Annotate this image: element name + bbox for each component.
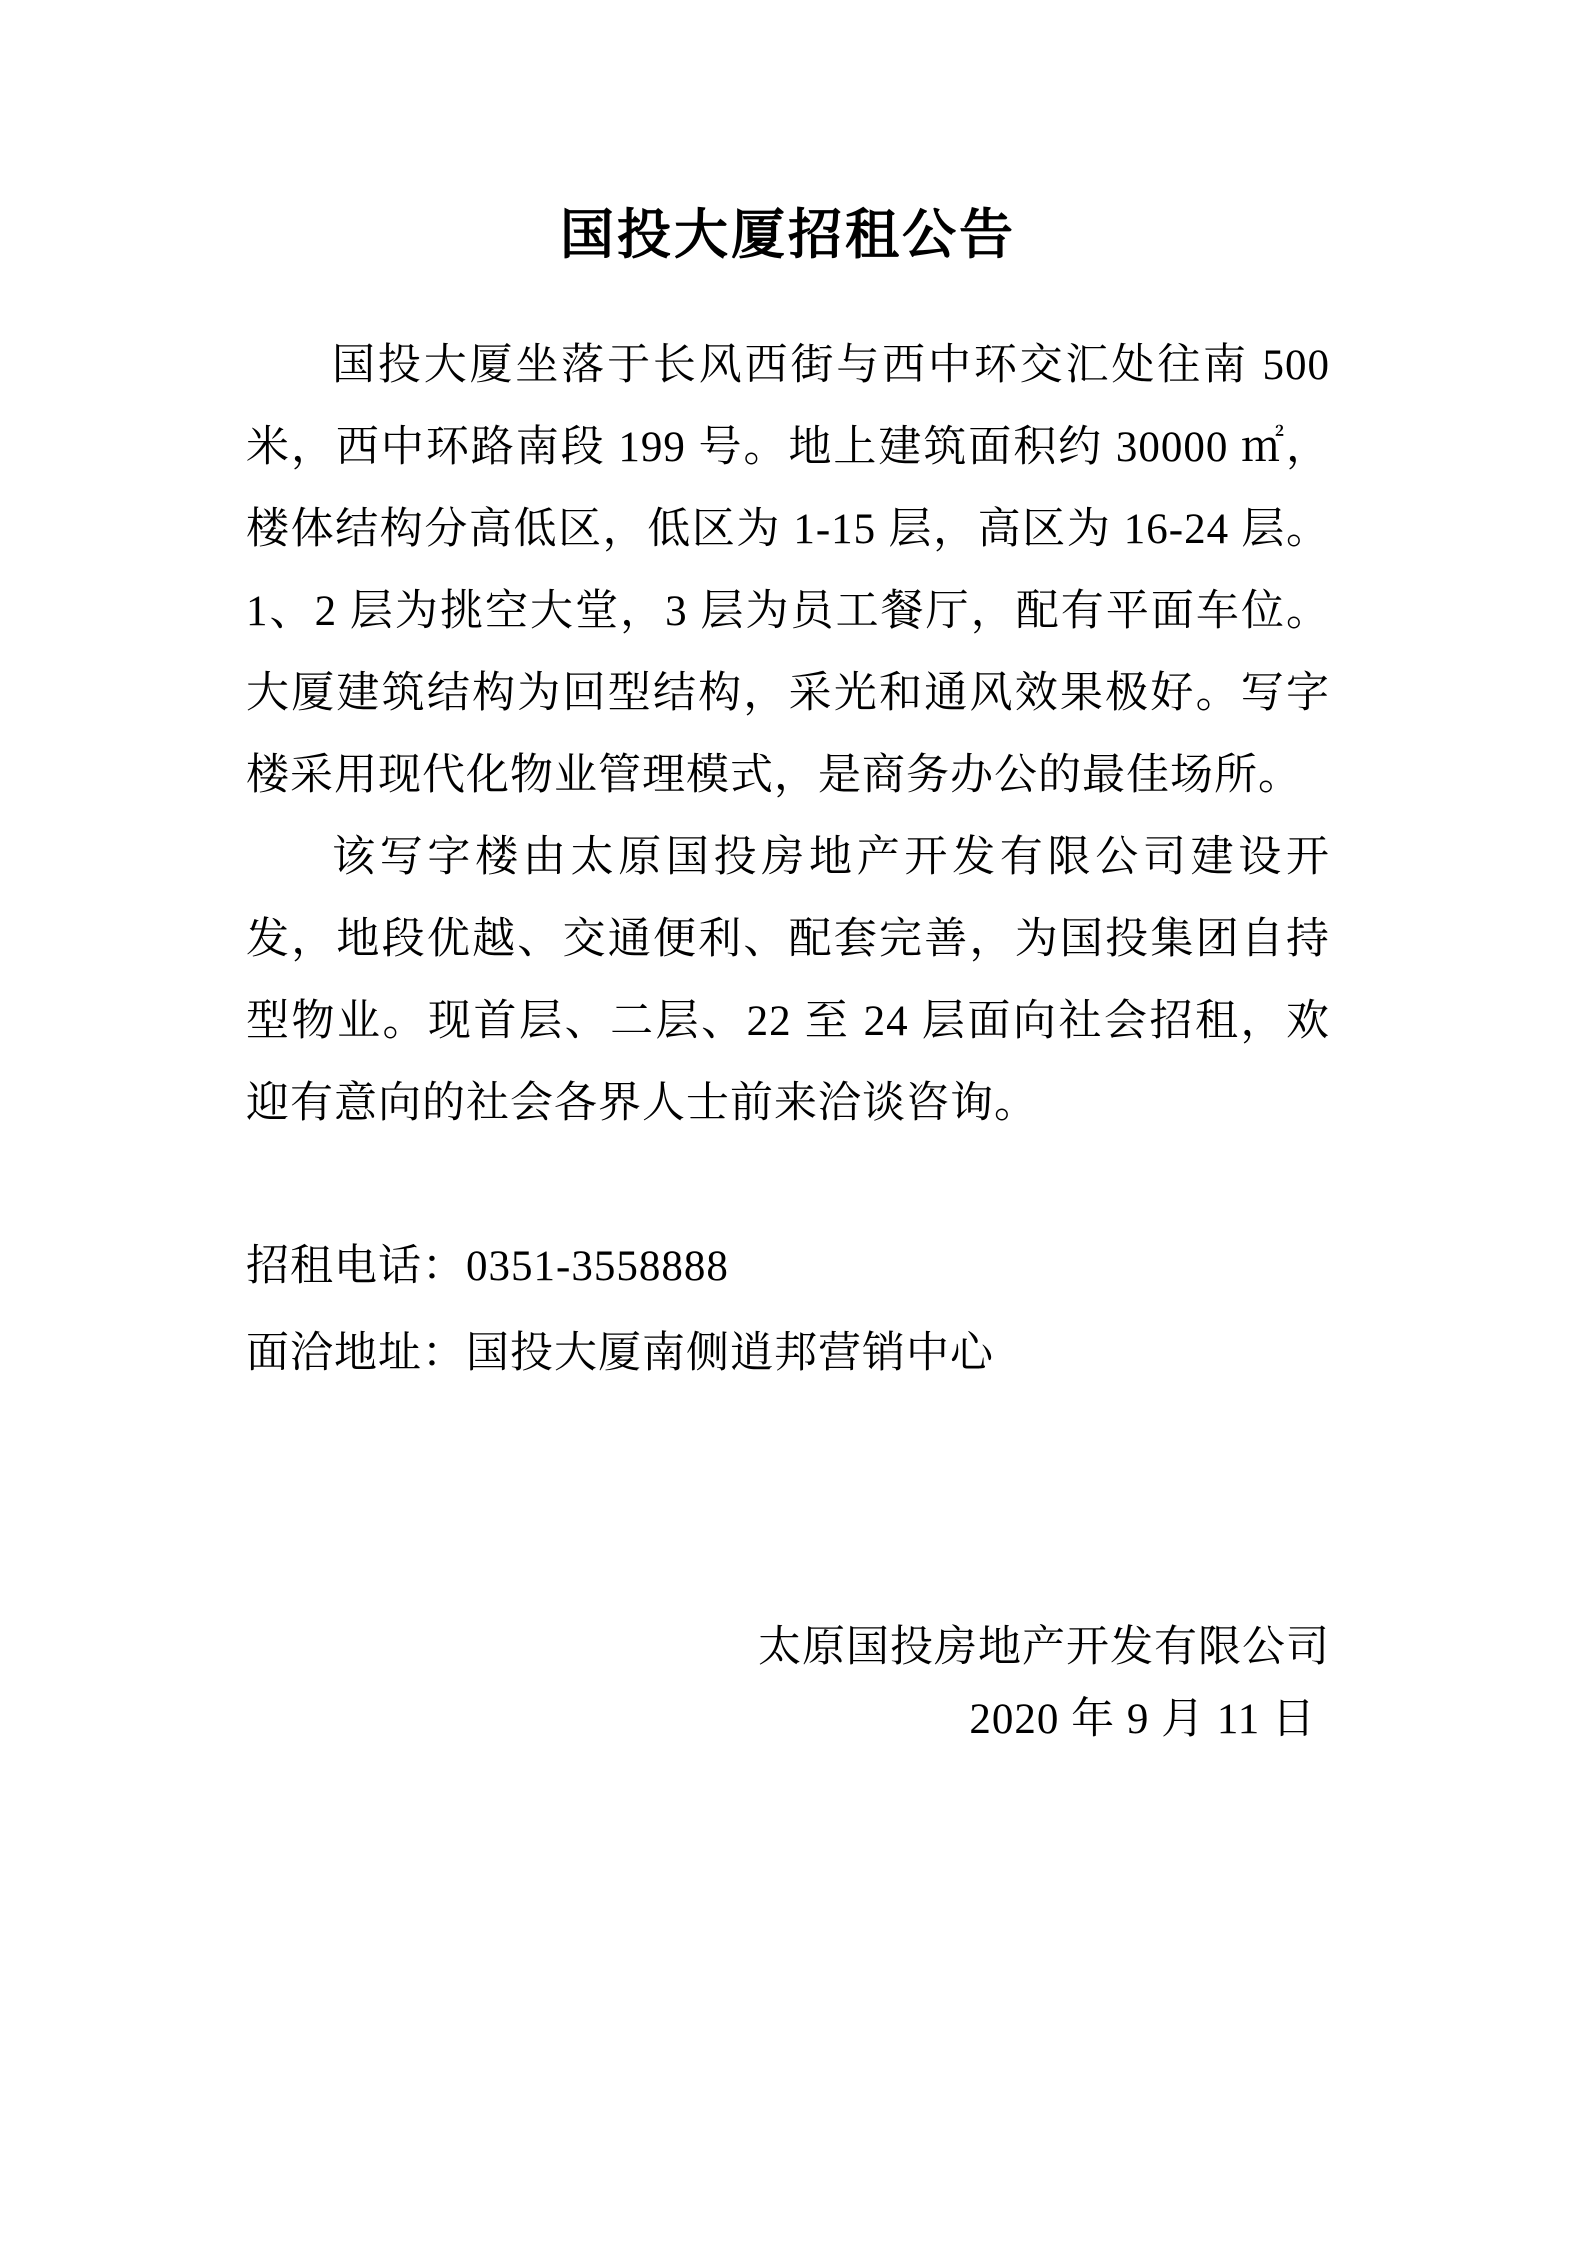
body-paragraph-2: 该写字楼由太原国投房地产开发有限公司建设开发，地段优越、交通便利、配套完善，为国投集团自持型物业。现首层、二层、22 至 24 层面向社会招租，欢迎有意向的社会各界人士前来洽谈咨询。 [246, 834, 1330, 1127]
document-title: 国投大厦招租公告 [560, 205, 1016, 265]
body-paragraph-1: 国投大厦坐落于长风西街与西中环交汇处往南 500 米，西中环路南段 199 号。地上建筑面积约 30000 ㎡，楼体结构分高低区，低区为 1-15 层，高区为 16-24 层。1、2 层为挑空大堂，3 层为员工餐厅，配有平面车位。大厦建筑结构为回型结构，采光和通风效果极好。写字楼采用现代化物业管理模式，是商务办公的最佳场所。 [246, 342, 1330, 799]
contact-address-line: 面洽地址：国投大厦南侧逍邦营销中心 [246, 1330, 994, 1377]
contact-block [246, 1223, 1330, 1397]
signature-company: 太原国投房地产开发有限公司 [758, 1624, 1330, 1671]
signature-block [246, 1612, 1330, 1756]
signature-date: 2020 年 9 月 11 日 [969, 1696, 1316, 1743]
contact-phone-line: 招租电话：0351-3558888 [246, 1243, 729, 1290]
document-content [246, 200, 1330, 1756]
